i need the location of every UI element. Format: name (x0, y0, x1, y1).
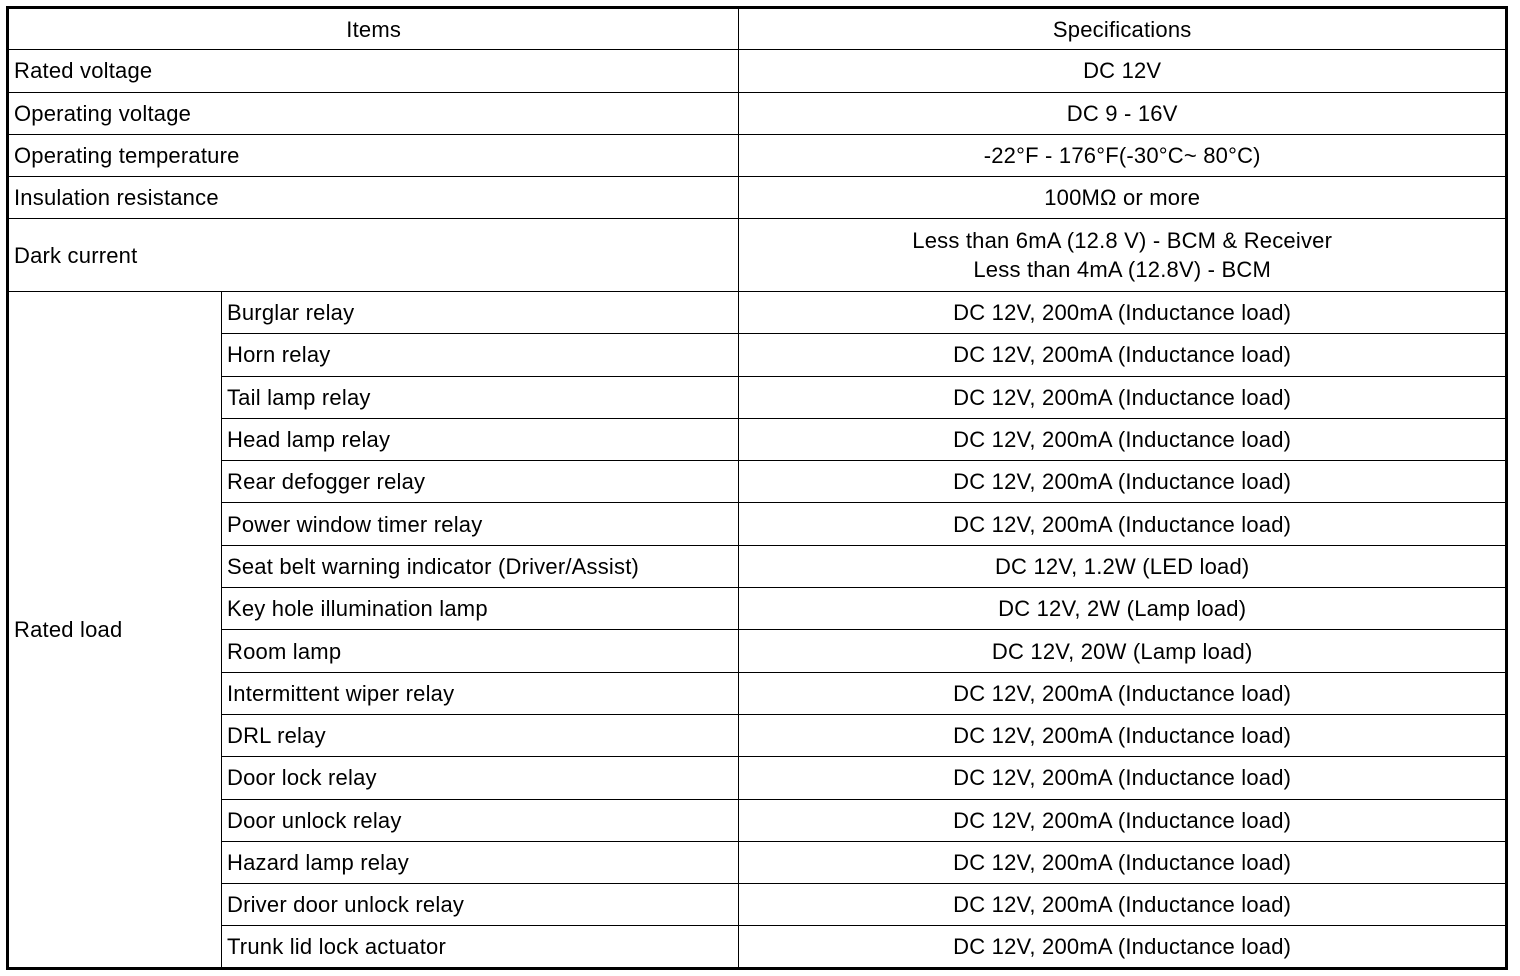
load-item-cell: Hazard lamp relay (221, 841, 738, 883)
load-spec-cell: DC 12V, 200mA (Inductance load) (739, 672, 1507, 714)
load-spec-cell: DC 12V, 200mA (Inductance load) (739, 799, 1507, 841)
load-spec-cell: DC 12V, 200mA (Inductance load) (739, 841, 1507, 883)
table-row (8, 50, 1507, 92)
load-spec-cell: DC 12V, 200mA (Inductance load) (739, 884, 1507, 926)
table-row (8, 630, 1507, 672)
load-spec-cell: DC 12V, 1.2W (LED load) (739, 545, 1507, 587)
load-item-cell: Door lock relay (221, 757, 738, 799)
load-spec-cell: DC 12V, 200mA (Inductance load) (739, 376, 1507, 418)
load-item-cell: Seat belt warning indicator (Driver/Assist) (221, 545, 738, 587)
table-row (8, 177, 1507, 219)
spec-cell: DC 9 - 16V (739, 92, 1507, 134)
load-item-cell: Head lamp relay (221, 418, 738, 460)
load-item-cell: Intermittent wiper relay (221, 672, 738, 714)
load-item-cell: Rear defogger relay (221, 461, 738, 503)
dark-current-line-1: Less than 6mA (12.8 V) - BCM & Receiver (912, 228, 1333, 254)
table-row (8, 292, 1507, 334)
table-row (8, 418, 1507, 460)
load-spec-cell: DC 12V, 2W (Lamp load) (739, 588, 1507, 630)
dark-current-line-2: Less than 4mA (12.8V) - BCM (973, 257, 1272, 283)
load-spec-cell: DC 12V, 20W (Lamp load) (739, 630, 1507, 672)
table-row (8, 376, 1507, 418)
table-row (8, 799, 1507, 841)
table-row (8, 757, 1507, 799)
table-row (8, 334, 1507, 376)
spec-cell: DC 12V (739, 50, 1507, 92)
load-spec-cell: DC 12V, 200mA (Inductance load) (739, 418, 1507, 460)
load-spec-cell: DC 12V, 200mA (Inductance load) (739, 757, 1507, 799)
item-cell: Rated voltage (8, 50, 739, 92)
load-spec-cell: DC 12V, 200mA (Inductance load) (739, 461, 1507, 503)
load-spec-cell: DC 12V, 200mA (Inductance load) (739, 714, 1507, 756)
table-row (8, 926, 1507, 969)
load-item-cell: Room lamp (221, 630, 738, 672)
load-spec-cell: DC 12V, 200mA (Inductance load) (739, 926, 1507, 969)
load-item-cell: Burglar relay (221, 292, 738, 334)
table-row (8, 92, 1507, 134)
load-item-cell: Tail lamp relay (221, 376, 738, 418)
table-row (8, 884, 1507, 926)
table-row (8, 461, 1507, 503)
load-item-cell: DRL relay (221, 714, 738, 756)
load-item-cell: Door unlock relay (221, 799, 738, 841)
rated-load-label: Rated load (8, 292, 222, 969)
load-spec-cell: DC 12V, 200mA (Inductance load) (739, 292, 1507, 334)
table-row (8, 545, 1507, 587)
load-spec-cell: DC 12V, 200mA (Inductance load) (739, 334, 1507, 376)
table-row (8, 588, 1507, 630)
table-row (8, 714, 1507, 756)
spec-cell-dark-current (739, 219, 1507, 292)
load-spec-cell: DC 12V, 200mA (Inductance load) (739, 503, 1507, 545)
spec-cell: 100MΩ or more (739, 177, 1507, 219)
item-cell-dark-current: Dark current (8, 219, 739, 292)
specifications-table (6, 6, 1508, 970)
load-item-cell: Trunk lid lock actuator (221, 926, 738, 969)
spec-cell: -22°F - 176°F(-30°C~ 80°C) (739, 134, 1507, 176)
table-row (8, 503, 1507, 545)
header-specifications: Specifications (739, 8, 1507, 50)
load-item-cell: Horn relay (221, 334, 738, 376)
table-row-dark-current (8, 219, 1507, 292)
load-item-cell: Power window timer relay (221, 503, 738, 545)
load-item-cell: Key hole illumination lamp (221, 588, 738, 630)
table-row (8, 672, 1507, 714)
table-row (8, 841, 1507, 883)
item-cell: Operating temperature (8, 134, 739, 176)
item-cell: Insulation resistance (8, 177, 739, 219)
header-items: Items (8, 8, 739, 50)
table-header-row (8, 8, 1507, 50)
table-row (8, 134, 1507, 176)
load-item-cell: Driver door unlock relay (221, 884, 738, 926)
item-cell: Operating voltage (8, 92, 739, 134)
